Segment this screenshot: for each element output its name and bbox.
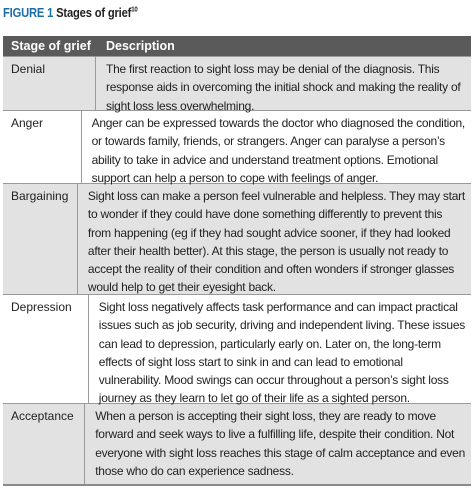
figure-title xyxy=(3,5,138,20)
stage-cell: Bargaining xyxy=(3,184,78,294)
description-line: response aids in overcoming the initial shock and making the reality of xyxy=(106,80,461,95)
description-cell xyxy=(89,295,471,406)
description-line: after their health better). At this stage, the person is usually not ready to xyxy=(87,243,449,258)
stages-of-grief-table xyxy=(3,36,471,486)
description-cell xyxy=(82,111,471,183)
stage-cell: Denial xyxy=(3,57,96,110)
stage-cell: Anger xyxy=(3,111,82,183)
description-line: Anger can be expressed towards the doctor who diagnosed the condition, xyxy=(91,116,465,130)
header-description: Description xyxy=(106,39,175,53)
description-line: everyone with sight loss reaches this stage of calm acceptance and even xyxy=(95,445,465,460)
table-row-anger xyxy=(3,110,471,183)
header-stage: Stage of grief xyxy=(11,39,91,53)
description-line: The first reaction to sight loss may be denial of the diagnosis. This xyxy=(106,62,440,76)
description-line: support can help a person to cope with feelings of anger. xyxy=(91,170,379,185)
description-line: sight loss less overwhelming. xyxy=(106,98,255,113)
description-cell xyxy=(85,404,471,484)
description-line: accept the reality of their condition and often wonders if stronger glasses xyxy=(87,262,455,277)
table-header-row xyxy=(3,36,471,56)
stage-cell: Acceptance xyxy=(3,404,85,484)
description-line: from happening (eg if they had sought advice sooner, if they had looked xyxy=(87,225,451,240)
table-row-acceptance xyxy=(3,403,471,484)
description-line: ability to take in advice and understand treatment options. Emotional xyxy=(91,152,438,167)
description-line: to wonder if they could have done something differently to prevent this xyxy=(87,207,443,222)
figure-reference: 10 xyxy=(131,6,138,14)
stage-cell: Depression xyxy=(3,295,89,403)
description-line: forward and seek ways to live a fulfilling life, despite their condition. Not xyxy=(95,427,455,442)
description-line: effects of sight loss start to sink in and can lead to emotional xyxy=(98,354,403,369)
table-row-denial xyxy=(3,56,471,113)
description-line: journey as they learn to let go of their life as a sighted person. xyxy=(98,391,410,406)
description-cell xyxy=(96,57,471,113)
description-line: When a person is accepting their sight loss, they are ready to move xyxy=(95,409,436,423)
figure-name: Stages of grief xyxy=(53,5,132,20)
description-line: issues such as job security, driving and independent living. These issues xyxy=(98,318,465,333)
description-cell xyxy=(78,184,471,294)
description-line: Sight loss negatively affects task performance and can impact practical xyxy=(98,300,458,314)
description-line: or towards family, friends, or strangers. Anger can paralyse a person’s xyxy=(91,134,445,149)
description-line: would help to get their eyesight back. xyxy=(87,280,276,295)
description-line: can lead to depression, particularly early on. Later on, the long-term xyxy=(98,336,441,351)
table-row-depression xyxy=(3,294,471,406)
description-line: Sight loss can make a person feel vulnerable and helpless. They may start xyxy=(87,189,465,203)
description-line: those who do can experience sadness. xyxy=(95,463,294,478)
table-row-bargaining xyxy=(3,183,471,294)
description-line: vulnerability. Mood swings can occur throughout a person’s sight loss xyxy=(98,373,449,388)
figure-label: FIGURE 1 xyxy=(3,5,54,20)
